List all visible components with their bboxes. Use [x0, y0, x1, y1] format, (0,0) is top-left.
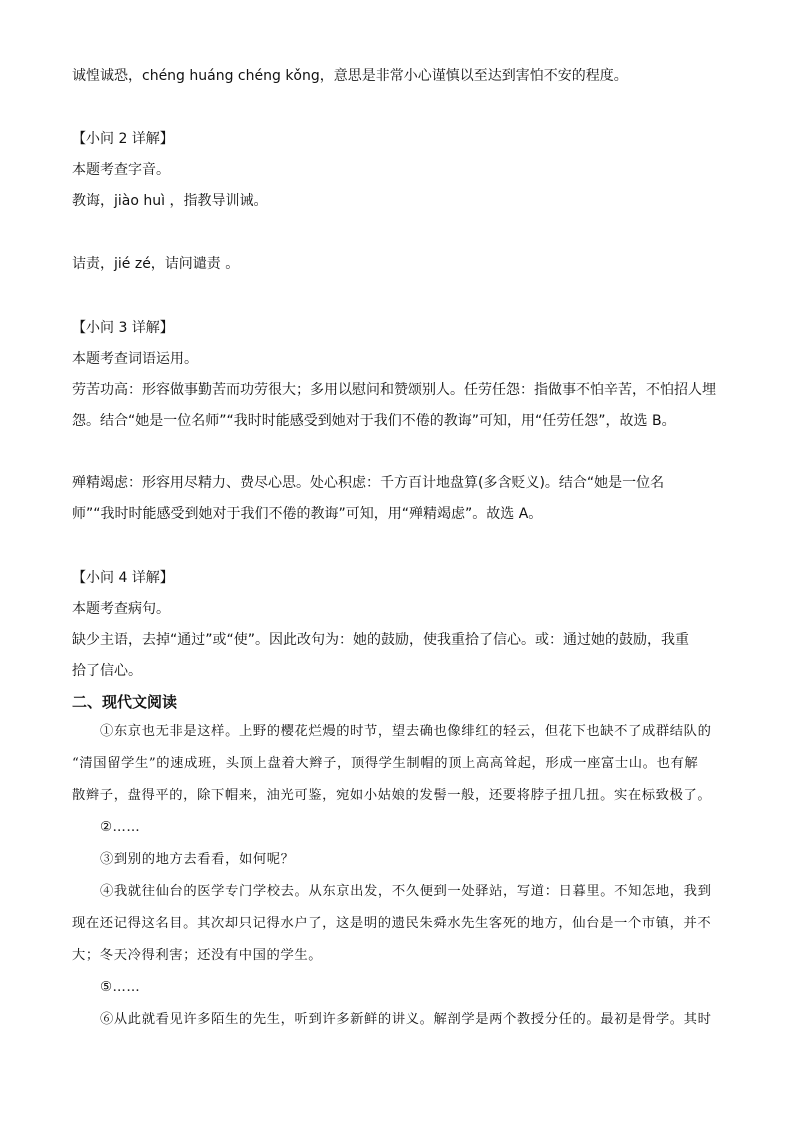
text-line: 劳苦功高：形容做事勤苦而功劳很大；多用以慰问和赞颂别人。任劳任怨：指做事不怕辛苦，不怕招人埋 — [72, 382, 716, 398]
passage-line: 散辫子，盘得平的，除下帽来，油光可鉴，宛如小姑娘的发髻一般，还要将脖子扭几扭。实在标致极了。 — [72, 788, 712, 803]
text-line: 殚精竭虑：形容用尽精力、费尽心思。处心积虑：千方百计地盘算(多含贬义)。结合“她是一位名 — [72, 475, 665, 491]
text-line: 本题考查词语运用。 — [72, 351, 198, 367]
text-line: 缺少主语，去掉“通过”或“使”。因此改句为：她的鼓励，使我重拾了信心。或：通过她的鼓励，我重 — [72, 632, 690, 648]
section-heading: 【小问 2 详解】 — [72, 131, 174, 147]
passage-line: ③到别的地方去看看，如何呢？ — [100, 852, 295, 867]
section-heading: 【小问 4 详解】 — [72, 570, 174, 586]
passage-line: 现在还记得这名目。其次却只记得水户了，这是明的遗民朱舜水先生客死的地方，仙台是一个市镇，并不 — [72, 916, 712, 931]
text-line: 诚惶诚恐，chéng huáng chéng kǒng，意思是非常小心谨慎以至达到害怕不安的程度。 — [72, 68, 628, 84]
text-line: 拾了信心。 — [72, 663, 142, 679]
text-line: 本题考查病句。 — [72, 601, 170, 617]
section-heading: 【小问 3 详解】 — [72, 320, 174, 336]
text-line: 教诲，jiào huì ，指教导训诫。 — [72, 193, 268, 209]
passage-line: 大；冬天冷得利害；还没有中国的学生。 — [72, 948, 323, 963]
passage-line: ④我就往仙台的医学专门学校去。从东京出发，不久便到一处驿站，写道：日暮里。不知怎地，我到 — [100, 884, 712, 899]
text-line: 师”“我时时能感受到她对于我们不倦的教诲”可知，用“殚精竭虑”。故选 A。 — [72, 506, 543, 522]
part-heading: 二、现代文阅读 — [72, 693, 178, 711]
passage-line: “清国留学生”的速成班，头顶上盘着大辫子，顶得学生制帽的顶上高高耸起，形成一座富士山。也有解 — [72, 756, 699, 771]
passage-line: ⑥从此就看见许多陌生的先生，听到许多新鲜的讲义。解剖学是两个教授分任的。最初是骨学。其时 — [100, 1012, 712, 1027]
text-line: 本题考查字音。 — [72, 162, 170, 178]
text-line: 诘责，jié zé，诘问谴责 。 — [72, 256, 240, 272]
passage-line: ①东京也无非是这样。上野的樱花烂熳的时节，望去确也像绯红的轻云，但花下也缺不了成群结队的 — [100, 724, 712, 739]
passage-line: ②…… — [100, 820, 141, 835]
passage-line: ⑤…… — [100, 980, 141, 995]
text-line: 怨。结合“她是一位名师”“我时时能感受到她对于我们不倦的教诲”可知，用“任劳任怨”，故选 B。 — [72, 413, 676, 429]
